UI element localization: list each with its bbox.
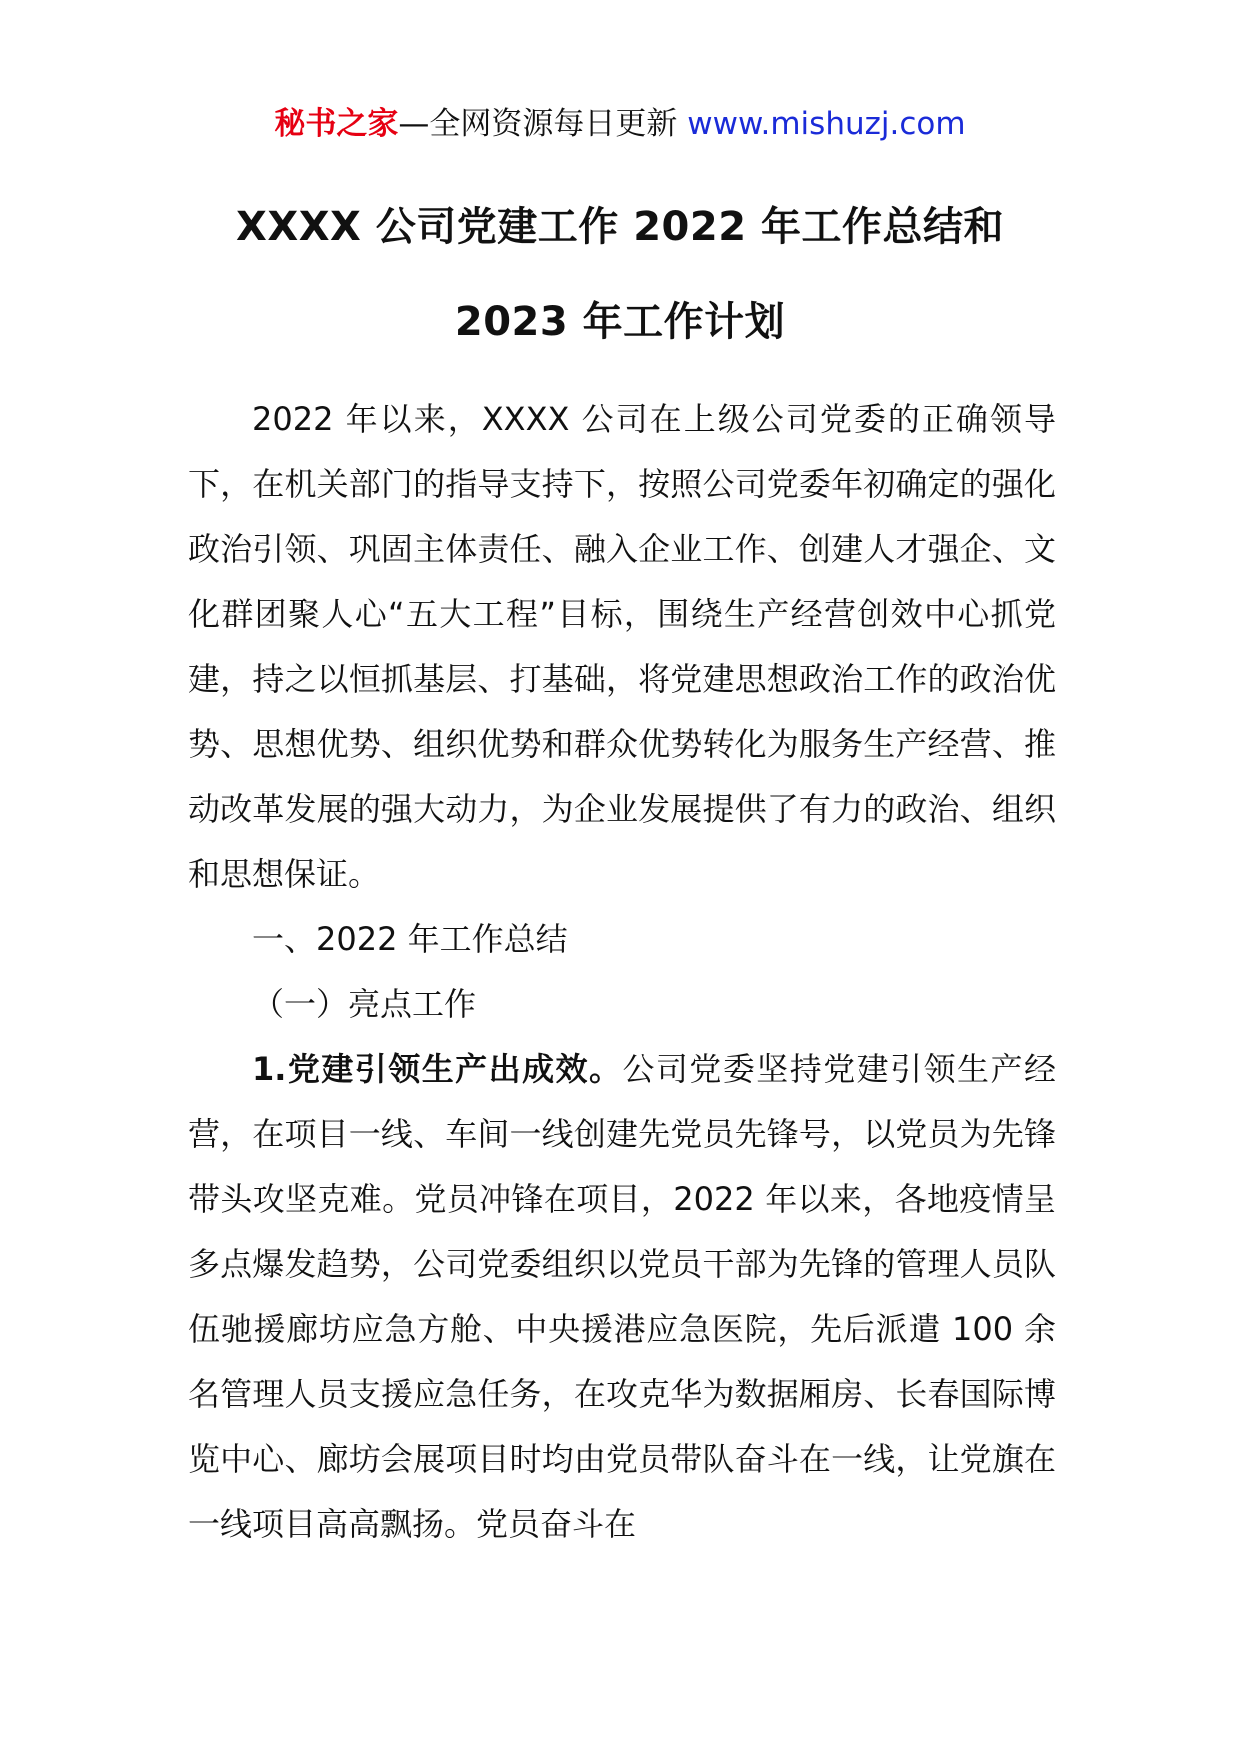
site-url[interactable]: www.mishuzj.com	[687, 106, 966, 142]
item-lead: 1.党建引领生产出成效。	[252, 1050, 623, 1088]
document-title-line-1: XXXX 公司党建工作 2022 年工作总结和	[236, 204, 1004, 250]
section-heading: 一、2022 年工作总结	[252, 920, 568, 958]
site-header	[0, 100, 1240, 148]
document-title-line-2: 2023 年工作计划	[454, 299, 786, 345]
subsection-heading: （一）亮点工作	[252, 985, 477, 1023]
item-paragraph	[188, 1037, 1056, 1557]
site-brand: 秘书之家	[274, 106, 399, 142]
intro-paragraph: 2022 年以来，XXXX 公司在上级公司党委的正确领导下，在机关部门的指导支持下，按照公司党委年初确定的强化政治引领、巩固主体责任、融入企业工作、创建人才强企、文化群团聚人心“五大工程”目标，围绕生产经营创效中心抓党建，持之以恒抓基层、打基础，将党建思想政治工作的政治优势、思想优势、组织优势和群众优势转化为服务生产经营、推动改革发展的强大动力，为企业发展提供了有力的政治、组织和思想保证。	[188, 400, 1056, 893]
site-tagline: —全网资源每日更新	[398, 106, 678, 142]
item-text: 公司党委坚持党建引领生产经营，在项目一线、车间一线创建先党员先锋号，以党员为先锋带头攻坚克难。党员冲锋在项目，2022 年以来，各地疫情呈多点爆发趋势，公司党委组织以党员干部为先锋的管理人员队伍驰援廊坊应急方舱、中央援港应急医院，先后派遣 100 余名管理人员支援应急任务，在攻克华为数据厢房、长春国际博览中心、廊坊会展项目时均由党员带队奋斗在一线，让党旗在一线项目高高飘扬。党员奋斗在	[188, 1050, 1056, 1543]
document-body	[188, 387, 1056, 1557]
